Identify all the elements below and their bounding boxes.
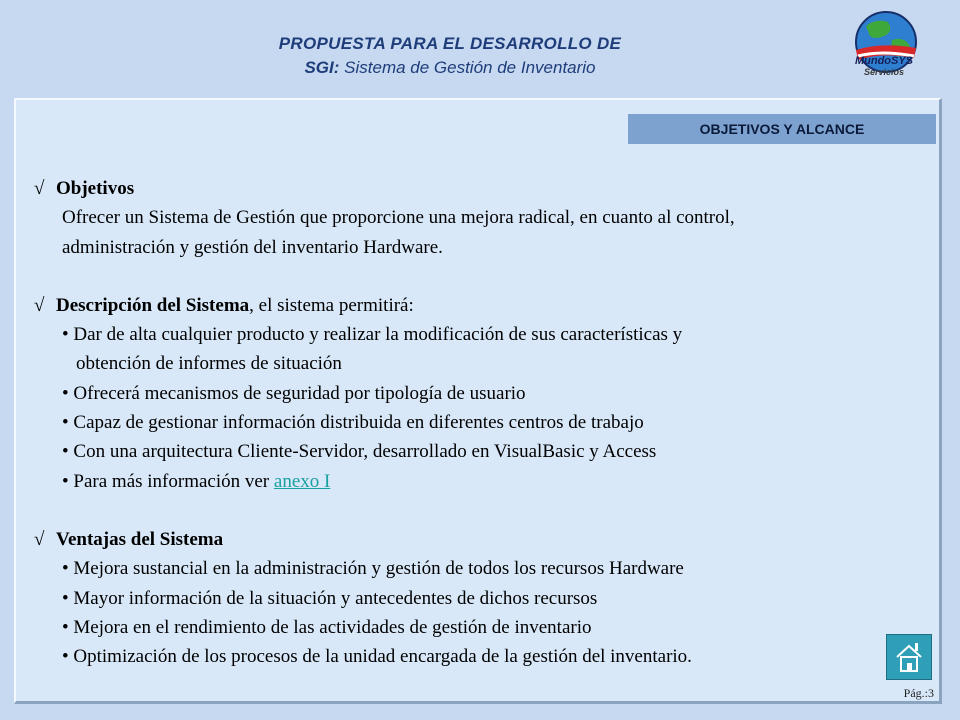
home-button[interactable] [886,634,932,680]
list-item-continuation: obtención de informes de situación [76,353,342,375]
page-number: Pág.:3 [903,686,934,700]
objetivos-heading: √ Objetivos [34,174,914,203]
ventajas-heading: √ Ventajas del Sistema [34,525,914,554]
title-line-2 [190,56,710,80]
list-item: • Optimización de los procesos de la unidad encargada de la gestión del inventario. [62,646,692,668]
list-item: • Con una arquitectura Cliente-Servidor, desarrollado en VisualBasic y Access [62,441,657,463]
title-acronym: SGI: [304,58,340,77]
list-item: • Ofrecerá mecanismos de seguridad por tipología de usuario [62,382,526,404]
list-item: • Mejora en el rendimiento de las actividades de gestión de inventario [62,616,592,638]
logo-sub: Servicios [863,67,905,77]
check-icon: √ [34,294,45,316]
logo-brand: MundoSYS [854,55,914,67]
check-icon: √ [34,178,45,199]
title-line-1: PROPUESTA PARA EL DESARROLLO DE [278,34,622,53]
section-tab: OBJETIVOS Y ALCANCE [628,114,936,144]
slide-body [34,174,914,671]
list-item: • Para más información ver anexo I [62,470,331,492]
descripcion-heading: √ Descripción del Sistema, el sistema permitirá: [34,291,914,320]
anexo-link[interactable]: anexo I [273,470,331,492]
company-logo [836,56,932,78]
check-icon: √ [34,528,45,550]
objetivos-line: administración y gestión del inventario Hardware. [62,236,443,258]
list-item: • Mejora sustancial en la administración y gestión de todos los recursos Hardware [62,558,684,580]
title-subtitle: Sistema de Gestión de Inventario [339,58,596,77]
objetivos-line: Ofrecer un Sistema de Gestión que proporcione una mejora radical, en cuanto al control, [62,207,735,229]
document-title [190,32,710,80]
home-icon [887,635,931,679]
list-item: • Dar de alta cualquier producto y realizar la modificación de sus características y [62,324,683,346]
list-item: • Capaz de gestionar información distribuida en diferentes centros de trabajo [62,412,644,434]
list-item: • Mayor información de la situación y antecedentes de dichos recursos [62,587,598,609]
